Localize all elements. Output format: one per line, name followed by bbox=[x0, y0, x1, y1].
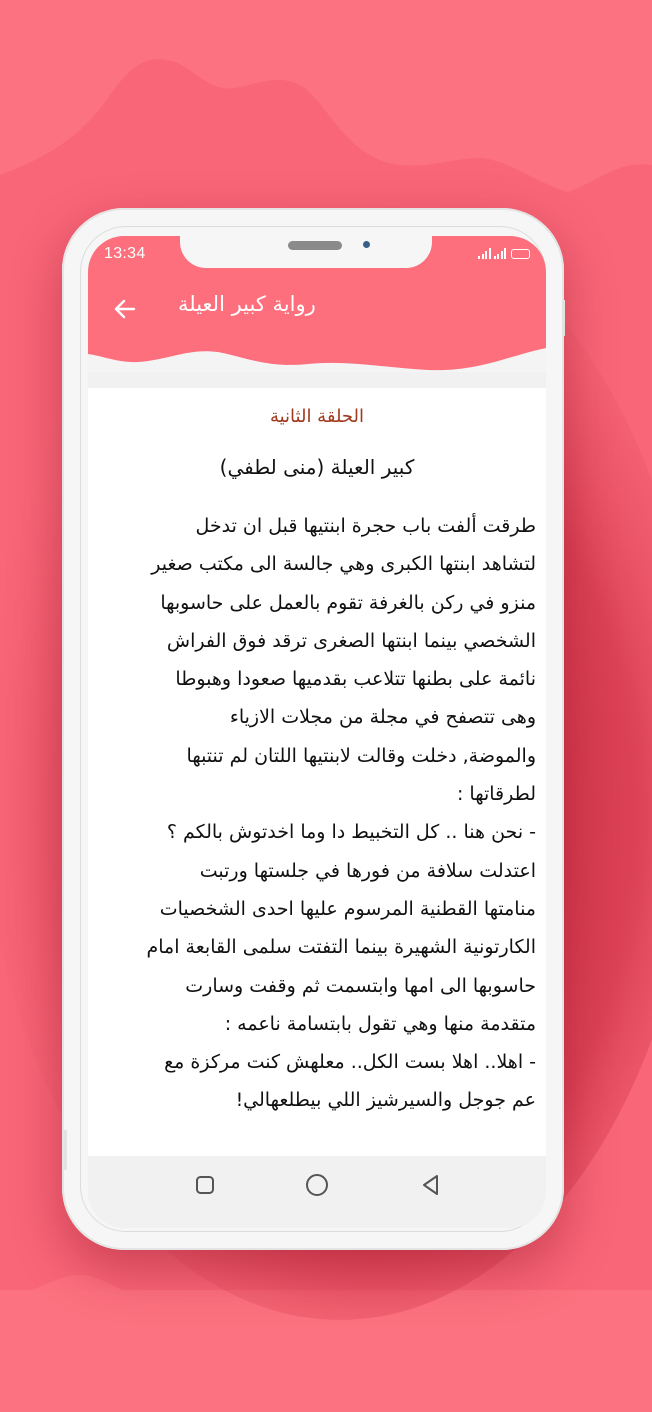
app-bar bbox=[88, 276, 546, 347]
story-line: متقدمة منها وهي تقول بابتسامة ناعمه : bbox=[224, 1012, 536, 1035]
story-line: طرقت ألفت باب حجرة ابنتيها قبل ان تدخل bbox=[195, 515, 536, 537]
status-time: 13:34 bbox=[104, 245, 146, 262]
side-button bbox=[562, 300, 565, 336]
status-bar bbox=[88, 236, 546, 276]
story-line: وهى تتصفح في مجلة من مجلات الازياء bbox=[229, 706, 536, 729]
side-button bbox=[64, 1130, 67, 1170]
story-line: لطرقاتها : bbox=[456, 783, 536, 806]
story-line: عم جوجل والسيرشيز اللي بيطلعهالي! bbox=[235, 1089, 536, 1112]
battery-icon bbox=[511, 249, 530, 259]
phone-screen bbox=[88, 236, 546, 1228]
status-icons bbox=[478, 248, 530, 259]
speaker-grille bbox=[288, 241, 342, 250]
story-line: نائمة على بطنها تتلاعب بقدميها صعودا وهبوطا bbox=[175, 668, 536, 691]
camera-icon bbox=[363, 241, 370, 248]
story-author-line: كبير العيلة (منى لطفي) bbox=[219, 455, 415, 479]
story-line: منامتها القطنية المرسوم عليها احدى الشخصيات bbox=[159, 897, 536, 920]
story-line: - نحن هنا .. كل التخبيط دا وما اخدتوش بالكم ؟ bbox=[166, 821, 536, 844]
signal-icon bbox=[494, 248, 507, 259]
story-content[interactable] bbox=[88, 388, 546, 1156]
arrow-left-icon[interactable] bbox=[112, 296, 138, 322]
triangle-back-icon[interactable] bbox=[418, 1172, 444, 1198]
story-line: لتشاهد ابنتها الكبرى وهي جالسة الى مكتب صغير bbox=[151, 553, 536, 576]
story-line: الشخصي بينما ابنتها الصغرى ترقد فوق الفراش bbox=[166, 629, 536, 652]
page-title: رواية كبير العيلة bbox=[178, 292, 316, 316]
appbar-wave-decoration bbox=[88, 344, 546, 372]
story-line: حاسوبها الى امها وابتسمت ثم وقفت وسارت bbox=[185, 974, 536, 997]
story-line: منزو في ركن بالغرفة تقوم بالعمل على حاسوبها bbox=[160, 591, 536, 614]
system-nav-bar bbox=[88, 1156, 546, 1228]
story-line: اعتدلت سلافة من فورها في جلستها ورتبت bbox=[199, 859, 536, 882]
story-body bbox=[96, 507, 536, 1120]
story-line: - اهلا.. اهلا بست الكل.. معلهش كنت مركزة مع bbox=[164, 1051, 536, 1074]
story-line: والموضة, دخلت وقالت لابنتيها اللتان لم تنتبها bbox=[186, 744, 536, 767]
story-line: الكارتونية الشهيرة بينما التفتت سلمى القابعة امام bbox=[146, 936, 536, 959]
signal-icon bbox=[478, 248, 491, 259]
square-icon[interactable] bbox=[192, 1172, 218, 1198]
camera-notch bbox=[180, 236, 432, 268]
chapter-title: الحلقة الثانية bbox=[269, 406, 365, 427]
circle-icon[interactable] bbox=[304, 1172, 330, 1198]
